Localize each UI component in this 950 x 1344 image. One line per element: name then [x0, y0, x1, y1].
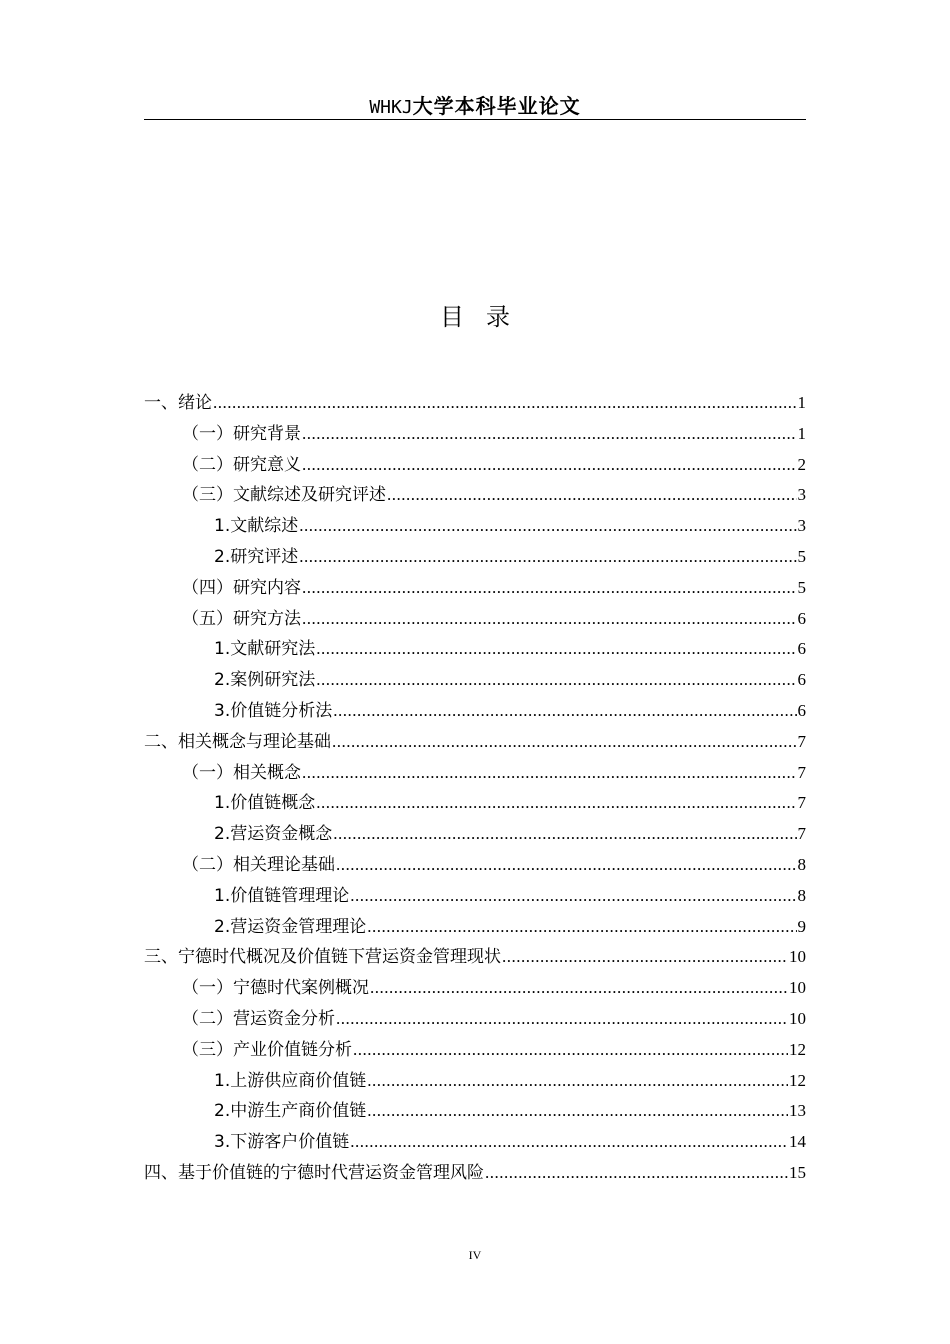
toc-entry[interactable]	[144, 1096, 806, 1127]
toc-entry-label: 3.下游客户价值链	[214, 1132, 350, 1153]
toc-title: 目录	[440, 303, 532, 331]
toc-entry-label: 1.文献综述	[214, 516, 299, 537]
toc-entry[interactable]	[144, 1066, 806, 1097]
toc-leader-dots	[367, 912, 796, 943]
toc-entry[interactable]	[144, 758, 806, 789]
toc-entry-label: （二）相关理论基础	[182, 854, 335, 875]
toc-entry[interactable]	[144, 1127, 806, 1158]
toc-leader-dots	[316, 788, 796, 819]
toc-leader-dots	[367, 1066, 788, 1097]
toc-entry-page: 3	[797, 516, 806, 536]
toc-entry-label: （一）相关概念	[182, 762, 301, 783]
table-of-contents	[144, 388, 806, 1189]
toc-entry-label: 2.研究评述	[214, 546, 299, 567]
toc-entry[interactable]	[144, 727, 806, 758]
toc-leader-dots	[299, 511, 796, 542]
toc-entry-label: 2.案例研究法	[214, 670, 316, 691]
toc-leader-dots	[370, 973, 788, 1004]
toc-entry-page: 5	[797, 546, 806, 566]
toc-entry-label: 1.上游供应商价值链	[214, 1070, 367, 1091]
toc-entry-label: （一）研究背景	[182, 423, 301, 444]
toc-entry-label: 一、绪论	[144, 393, 212, 413]
toc-entry-page: 6	[797, 608, 806, 628]
toc-entry-label: （二）研究意义	[182, 454, 301, 475]
toc-entry[interactable]	[144, 604, 806, 635]
toc-entry-page: 8	[797, 885, 806, 905]
toc-entry[interactable]	[144, 788, 806, 819]
toc-leader-dots	[213, 388, 797, 419]
toc-entry[interactable]	[144, 419, 806, 450]
toc-leader-dots	[350, 881, 796, 912]
toc-entry-page: 6	[797, 639, 806, 659]
toc-entry[interactable]	[144, 573, 806, 604]
toc-leader-dots	[299, 542, 796, 573]
toc-entry-page: 6	[797, 670, 806, 690]
toc-leader-dots	[316, 665, 796, 696]
toc-leader-dots	[302, 573, 797, 604]
toc-entry[interactable]	[144, 542, 806, 573]
toc-entry-page: 1	[797, 393, 806, 412]
toc-entry-label: 三、宁德时代概况及价值链下营运资金管理现状	[144, 947, 501, 968]
toc-leader-dots	[336, 1004, 788, 1035]
toc-entry-page: 9	[797, 916, 806, 936]
toc-entry-page: 6	[797, 700, 806, 720]
running-header	[144, 93, 806, 121]
toc-entry[interactable]	[144, 912, 806, 943]
toc-leader-dots	[302, 419, 797, 450]
toc-entry[interactable]	[144, 850, 806, 881]
toc-leader-dots	[302, 758, 797, 789]
toc-entry-label: 2.营运资金概念	[214, 824, 333, 845]
toc-entry[interactable]	[144, 696, 806, 727]
toc-entry-label: 2.营运资金管理理论	[214, 916, 367, 937]
toc-entry[interactable]	[144, 942, 806, 973]
toc-entry[interactable]	[144, 388, 806, 419]
toc-entry-page: 13	[789, 1101, 806, 1121]
toc-entry-page: 7	[797, 793, 806, 813]
toc-leader-dots	[387, 480, 797, 511]
toc-leader-dots	[336, 850, 797, 881]
toc-entry-page: 5	[797, 577, 806, 597]
toc-entry-page: 10	[789, 947, 806, 967]
toc-entry-label: 3.价值链分析法	[214, 700, 333, 721]
toc-entry[interactable]	[144, 881, 806, 912]
toc-leader-dots	[333, 819, 796, 850]
toc-entry-page: 10	[789, 1008, 806, 1028]
toc-leader-dots	[316, 634, 796, 665]
toc-leader-dots	[333, 696, 796, 727]
toc-leader-dots	[302, 450, 797, 481]
toc-entry-page: 15	[789, 1162, 806, 1182]
toc-leader-dots	[485, 1158, 788, 1189]
toc-leader-dots	[367, 1096, 788, 1127]
toc-entry-label: 2.中游生产商价值链	[214, 1101, 367, 1122]
toc-leader-dots	[353, 1035, 788, 1066]
toc-entry-page: 2	[797, 454, 806, 474]
toc-entry-page: 10	[789, 978, 806, 998]
toc-entry[interactable]	[144, 511, 806, 542]
toc-entry-label: （二）营运资金分析	[182, 1008, 335, 1029]
toc-leader-dots	[332, 727, 797, 758]
toc-entry[interactable]	[144, 1035, 806, 1066]
toc-entry[interactable]	[144, 973, 806, 1004]
page-number: IV	[468, 1248, 482, 1262]
toc-entry[interactable]	[144, 1004, 806, 1035]
toc-entry[interactable]	[144, 819, 806, 850]
toc-entry-page: 3	[797, 485, 806, 505]
header-latin: WHKJ	[369, 97, 413, 118]
toc-entry-page: 7	[797, 762, 806, 782]
toc-entry[interactable]	[144, 634, 806, 665]
toc-leader-dots	[302, 604, 797, 635]
toc-leader-dots	[350, 1127, 788, 1158]
toc-entry-page: 1	[797, 423, 806, 443]
toc-entry[interactable]	[144, 480, 806, 511]
toc-entry-label: （四）研究内容	[182, 577, 301, 598]
toc-entry-page: 12	[789, 1039, 806, 1059]
toc-entry-page: 7	[797, 731, 806, 751]
header-title: 大学本科毕业论文	[412, 94, 581, 118]
toc-entry-label: （三）产业价值链分析	[182, 1039, 352, 1060]
toc-entry[interactable]	[144, 1158, 806, 1189]
toc-entry-label: （五）研究方法	[182, 608, 301, 629]
toc-entry-label: （三）文献综述及研究评述	[182, 485, 386, 506]
toc-entry-label: 四、基于价值链的宁德时代营运资金管理风险	[144, 1162, 484, 1183]
toc-entry-label: 1.价值链管理理论	[214, 885, 350, 906]
toc-entry-label: 二、相关概念与理论基础	[144, 731, 331, 752]
toc-entry-page: 7	[797, 824, 806, 844]
toc-entry-label: 1.文献研究法	[214, 639, 316, 660]
toc-entry-label: 1.价值链概念	[214, 793, 316, 814]
toc-leader-dots	[502, 942, 788, 973]
toc-entry[interactable]	[144, 450, 806, 481]
toc-entry-label: （一）宁德时代案例概况	[182, 978, 369, 999]
toc-entry-page: 14	[789, 1132, 806, 1152]
header-rule	[144, 119, 806, 120]
toc-entry[interactable]	[144, 665, 806, 696]
toc-entry-page: 8	[797, 854, 806, 874]
toc-entry-page: 12	[789, 1070, 806, 1090]
